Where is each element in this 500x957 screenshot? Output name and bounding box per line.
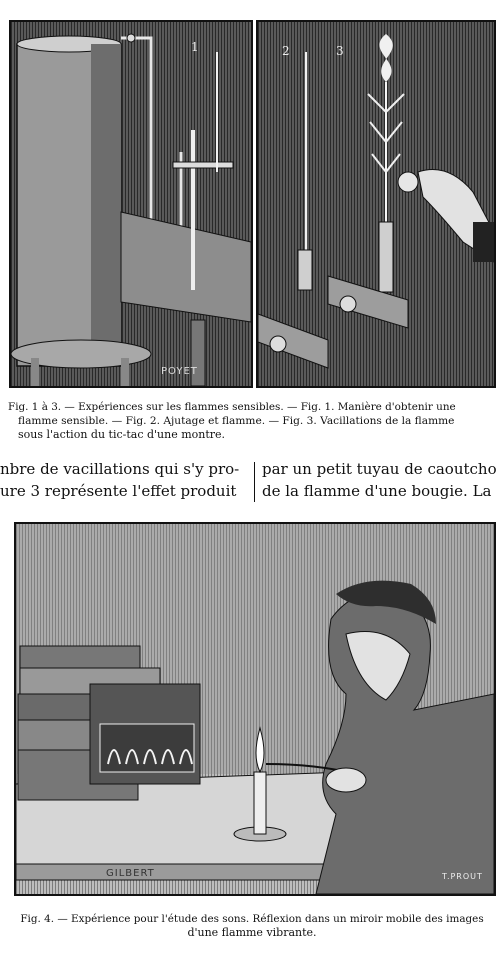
- figure-1-panel: [9, 20, 253, 388]
- figure-2-3-panel: [256, 20, 496, 388]
- bottom-figure-caption: [4, 912, 500, 940]
- right-column-text: [262, 458, 500, 502]
- figure-1-engraving: [11, 22, 251, 386]
- figure-4-engraving: [16, 524, 494, 894]
- left-text-line-2: ure 3 représente l'effet produit: [0, 482, 237, 500]
- engraver-signature: POYET: [161, 366, 198, 377]
- bottom-caption-line-2: d'une flamme vibrante.: [187, 926, 317, 939]
- right-text-line-1: par un petit tuyau de caoutcho: [262, 460, 497, 478]
- panel-number-1: 1: [191, 40, 199, 54]
- caption-line-2: flamme sensible. — Fig. 2. Ajutage et flamme. — Fig. 3. Vacillations de la flamme: [18, 415, 455, 427]
- caption-line-3: sous l'action du tic-tac d'une montre.: [18, 428, 226, 441]
- left-column-text: [0, 458, 250, 502]
- engraver-signature-left: GILBERT: [106, 868, 155, 879]
- column-divider: [254, 462, 255, 502]
- engraver-signature-right: T.PROUT: [442, 872, 483, 881]
- figure-2-3-engraving: [258, 22, 494, 386]
- panel-number-2: 2: [282, 44, 290, 58]
- caption-line-1: Fig. 1 à 3. — Expériences sur les flammes sensibles. — Fig. 1. Manière d'obtenir une: [8, 401, 456, 413]
- panel-number-3: 3: [336, 44, 344, 58]
- top-figure-caption: [8, 400, 498, 442]
- left-text-line-1: nbre de vacillations qui s'y pro-: [0, 460, 240, 478]
- figure-4-panel: [14, 522, 496, 896]
- bottom-caption-line-1: Fig. 4. — Expérience pour l'étude des sons. Réflexion dans un miroir mobile des images: [20, 913, 484, 925]
- right-text-line-2: de la flamme d'une bougie. La: [262, 482, 492, 500]
